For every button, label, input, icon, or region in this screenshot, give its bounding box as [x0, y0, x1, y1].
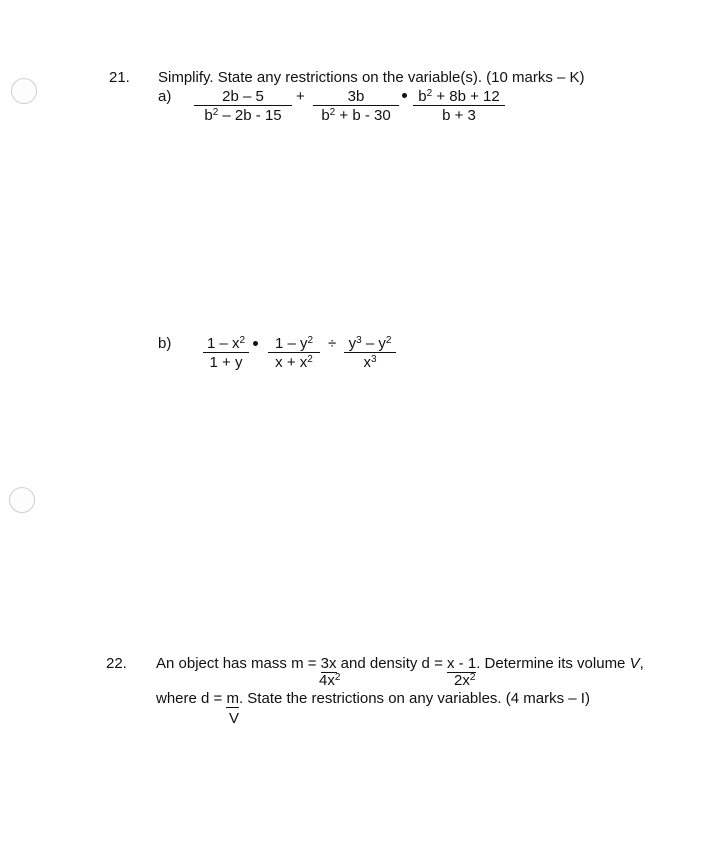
question-22-line-1: An object has mass m = 3x and density d = x - 1. Determine its volume V, [156, 655, 644, 672]
part-a-fraction-3-denominator: b + 3 [442, 107, 476, 124]
part-b-fraction-3-numerator: $y^3 - y^2$ [344, 336, 396, 353]
question-22-number: 22. [106, 655, 127, 672]
part-b-fraction-1-denominator: 1 + y [209, 354, 243, 371]
part-a-fraction-1-numerator: 2b – 5 [194, 89, 292, 106]
mass-denominator: $4x^2$ [319, 672, 341, 689]
part-b-fraction-2-numerator: $1 - y^2$ [268, 336, 320, 353]
binder-hole-top [11, 78, 37, 104]
part-a-fraction-3-numerator: $b^2 + 8b + 12$ [413, 89, 505, 106]
question-22-line-2: where d = m. State the restrictions on any variables. (4 marks – I) [156, 690, 590, 707]
part-a-plus-operator: + [296, 88, 305, 105]
part-b-fraction-1 [203, 336, 249, 370]
part-a-label: a) [158, 88, 172, 105]
part-b-label: b) [158, 335, 172, 352]
question-21-instruction: Simplify. State any restrictions on the variable(s). (10 marks – K) [158, 69, 585, 86]
part-b-multiply-dot [253, 341, 258, 346]
part-b-fraction-3 [344, 336, 396, 370]
part-a-fraction-2-denominator: $b^2 + b - 30$ [321, 107, 391, 124]
formula-numerator: m [226, 690, 239, 707]
formula-denominator: V [229, 710, 240, 727]
part-b-fraction-3-denominator: $x^3$ [363, 354, 377, 371]
part-a-fraction-3 [413, 89, 505, 123]
part-a-multiply-dot [402, 93, 407, 98]
question-21-number: 21. [109, 69, 130, 86]
part-b-fraction-2-denominator: $x + x^2$ [275, 354, 313, 371]
density-denominator: $2x^2$ [454, 672, 476, 689]
part-b-fraction-2 [268, 336, 320, 370]
part-b-fraction-1-numerator: $1 - x^2$ [203, 336, 249, 353]
part-a-fraction-1-denominator: $b^2 - 2b - 15$ [204, 107, 282, 124]
binder-hole-middle [9, 487, 35, 513]
density-numerator: x - 1 [447, 655, 477, 672]
volume-variable: V [629, 655, 640, 672]
part-b-divide-operator: ÷ [328, 335, 337, 352]
mass-numerator: 3x [320, 655, 337, 672]
part-a-fraction-2 [313, 89, 399, 123]
part-a-fraction-1 [194, 89, 292, 123]
part-a-fraction-2-numerator: 3b [313, 89, 399, 106]
